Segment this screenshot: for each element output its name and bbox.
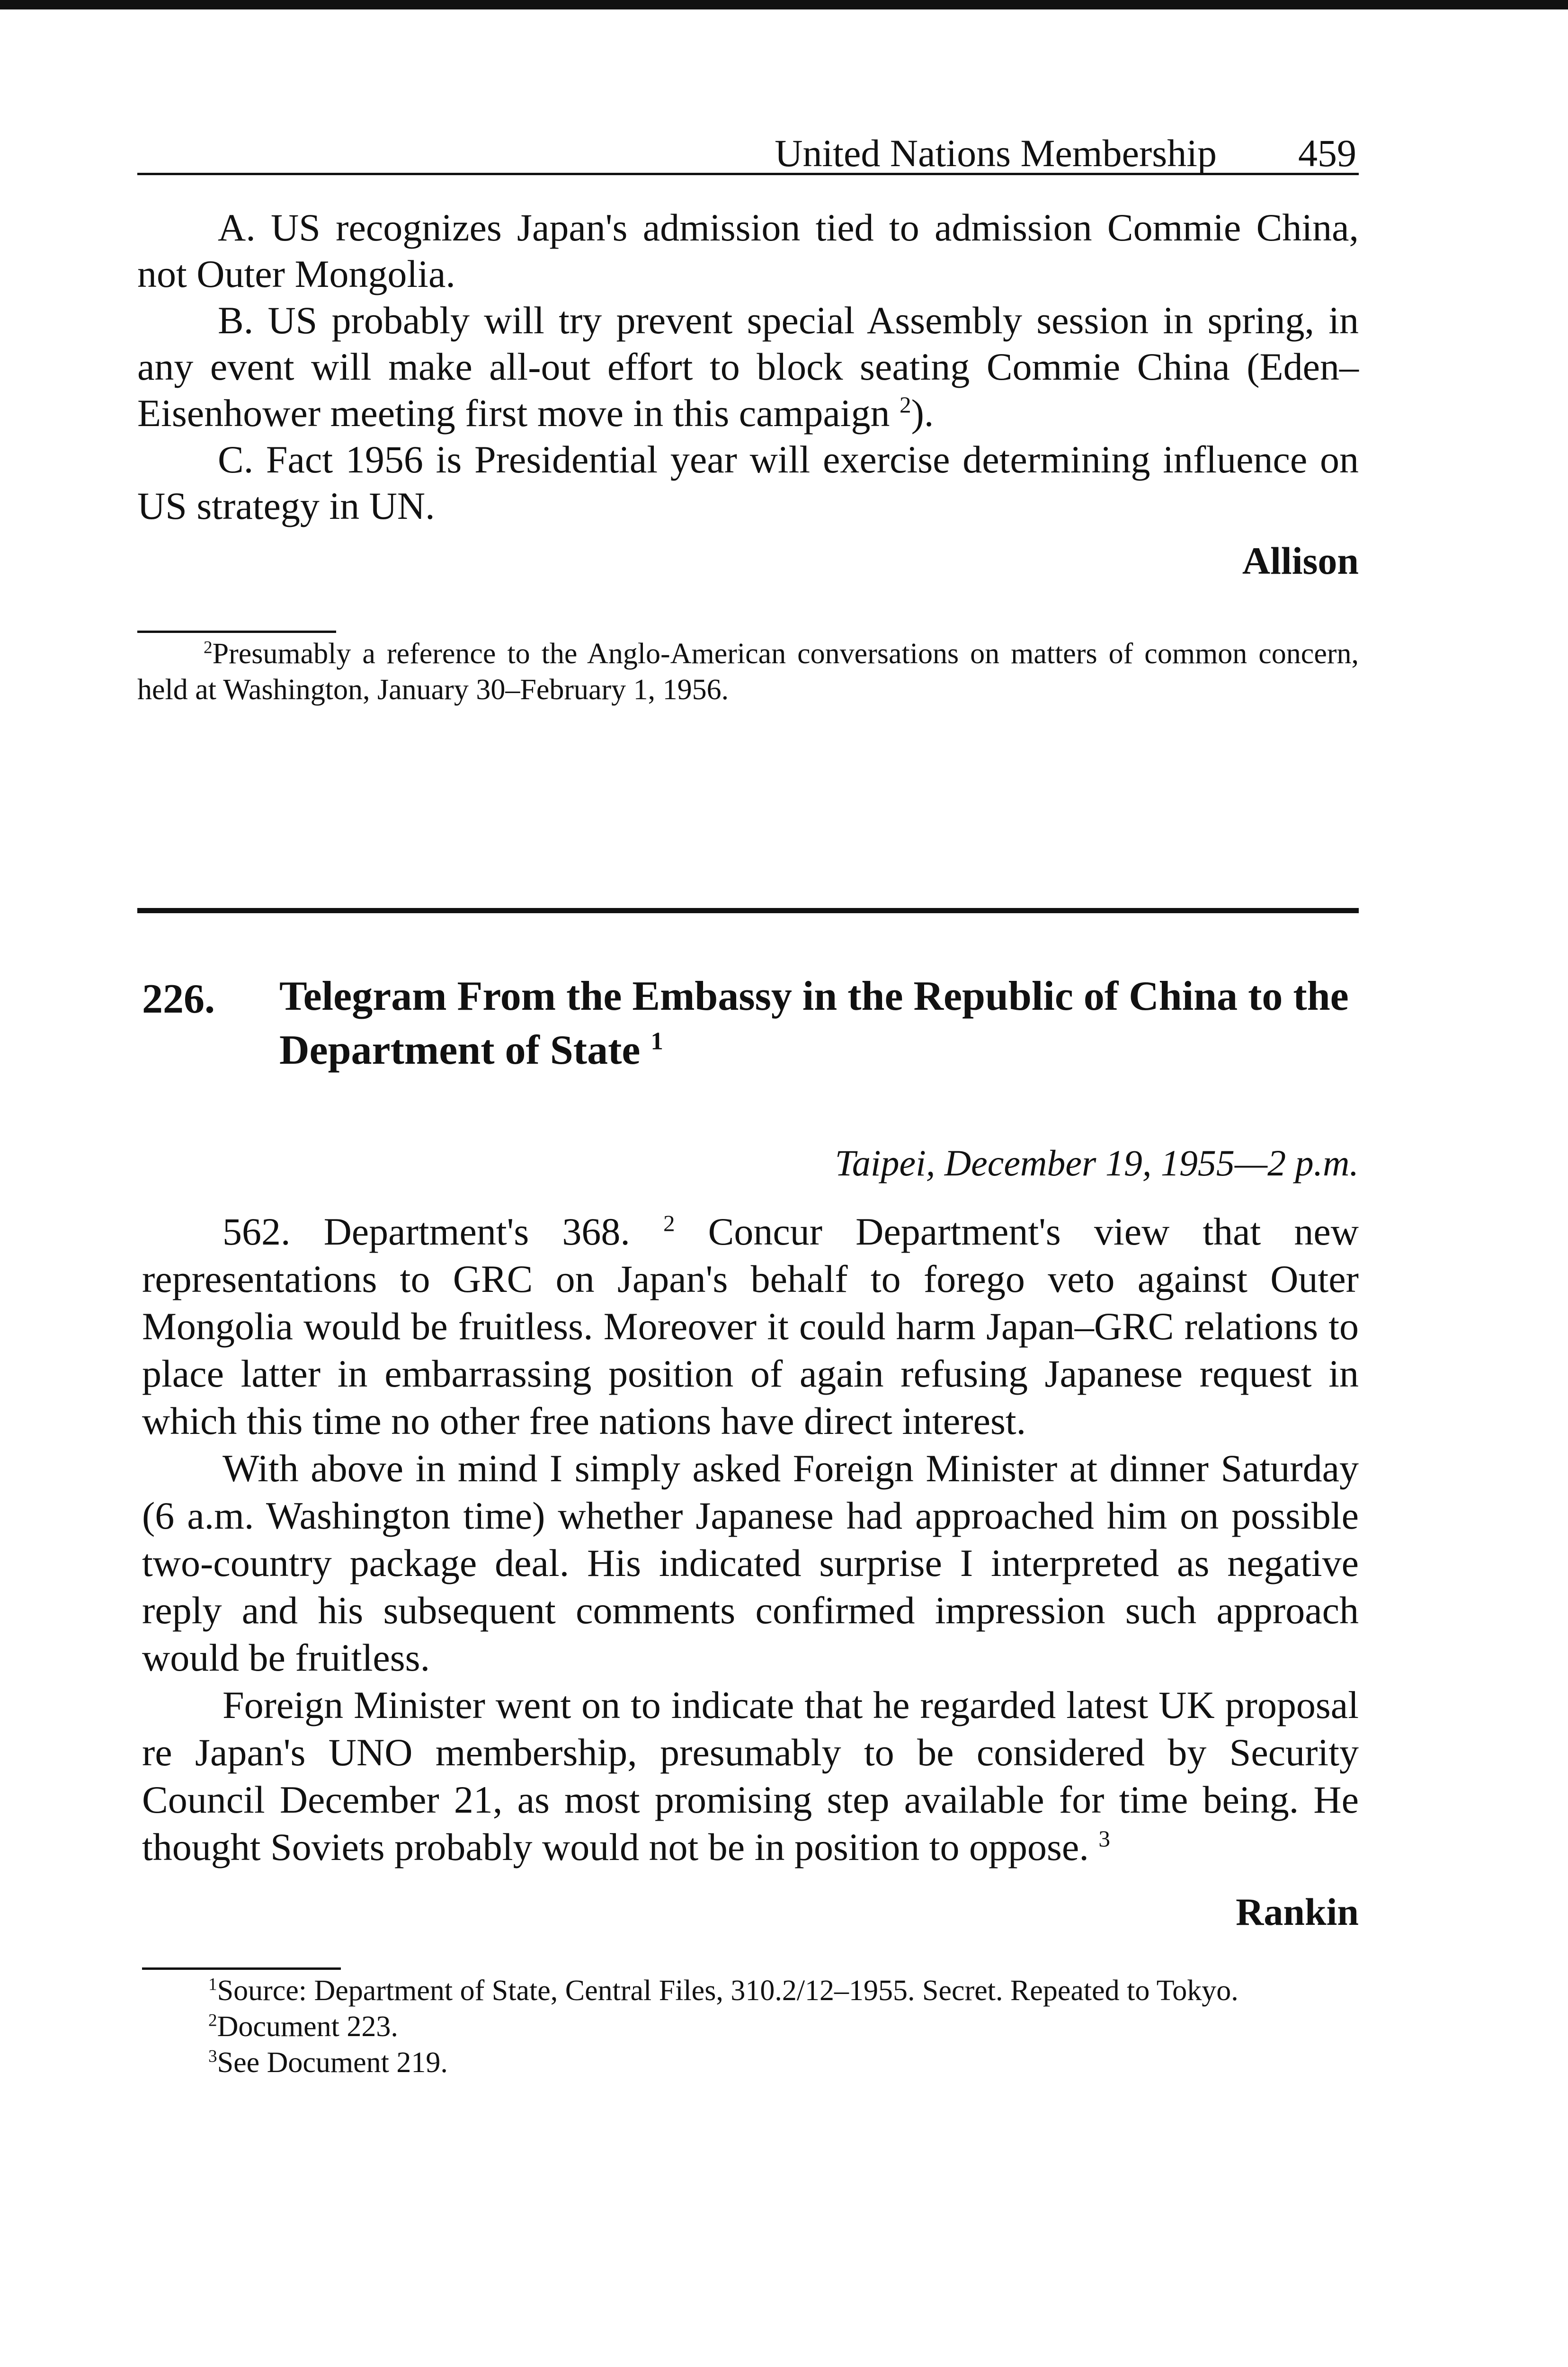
footnote-rule	[137, 631, 336, 633]
footnote-mark: 2	[204, 638, 213, 658]
page-number: 459	[1298, 132, 1356, 175]
p3-text: Foreign Minister went on to indicate that he regarded latest UK proposal re Japan's UNO membership, presumably to be considered by Security Council December 21, as most promising step available for time being. He thought Soviets probably would not be in position to oppose.	[142, 1683, 1359, 1869]
footnote-text: Presumably a reference to the Anglo-American conversations on matters of common concern, held at Washington, January 30–February 1, 1956.	[137, 638, 1359, 706]
footnote-1	[142, 1973, 1359, 2009]
footnote-text: Document 223.	[217, 2011, 398, 2043]
paragraph-b-end: ).	[911, 392, 934, 435]
footnote-2	[142, 2009, 1359, 2045]
footnote-mark: 2	[208, 2011, 217, 2030]
dateline: Taipei, December 19, 1955—2 p.m.	[835, 1142, 1359, 1184]
footnote-ref: 3	[1098, 1825, 1110, 1852]
telegram-body	[142, 1208, 1359, 2081]
footnote-mark: 1	[208, 1975, 217, 1994]
telegram-paragraph-3	[142, 1682, 1359, 1871]
paragraph-a: A. US recognizes Japan's admission tied to admission Commie China, not Outer Mongolia.	[137, 206, 1359, 295]
document-number: 226.	[142, 976, 215, 1022]
p1-start: 562. Department's 368.	[223, 1210, 630, 1253]
signature-rankin: Rankin	[1236, 1890, 1359, 1933]
footnote-ref: 2	[900, 392, 911, 418]
title-footnote-ref: 1	[650, 1027, 663, 1055]
running-head	[137, 121, 1359, 175]
footnote-rule	[142, 1967, 341, 1970]
document-title	[279, 970, 1349, 1077]
previous-document-continuation	[137, 205, 1359, 708]
footnote-3	[142, 2045, 1359, 2081]
paragraph-b	[137, 297, 1359, 436]
signature-allison: Allison	[1242, 539, 1359, 582]
top-border	[0, 0, 1568, 9]
telegram-paragraph-2: With above in mind I simply asked Foreign Minister at dinner Saturday (6 a.m. Washington time) whether Japanese had approached him on possible two-country package deal. His indicated surprise I interpreted as negative reply and his subsequent comments confirmed impression such approach would be fruitless.	[142, 1447, 1359, 1679]
document-separator-rule	[137, 908, 1359, 913]
document-title-text: Telegram From the Embassy in the Republic of China to the Department of State	[279, 973, 1349, 1073]
running-head-title: United Nations Membership	[775, 132, 1217, 175]
telegram-paragraph-1	[142, 1208, 1359, 1445]
footnote-2-prev	[137, 636, 1359, 708]
paragraph-c: C. Fact 1956 is Presidential year will exercise determining influence on US strategy in UN.	[137, 438, 1359, 527]
footnote-text: See Document 219.	[217, 2047, 448, 2079]
paragraph-b-text: B. US probably will try prevent special Assembly session in spring, in any event will make all-out effort to block seating Commie China (Eden–Eisenhower meeting first move in this campaign	[137, 299, 1359, 435]
footnote-text: Source: Department of State, Central Files, 310.2/12–1955. Secret. Repeated to Tokyo.	[217, 1975, 1238, 2007]
footnote-ref: 2	[663, 1210, 675, 1237]
footnote-mark: 3	[208, 2047, 217, 2066]
p1-rest: Concur Department's view that new representations to GRC on Japan's behalf to forego veto against Outer Mongolia would be fruitless. Moreover it could harm Japan–GRC relations to place latter in embarrassing position of again refusing Japanese request in which this time no other free nations have direct interest.	[142, 1210, 1359, 1442]
